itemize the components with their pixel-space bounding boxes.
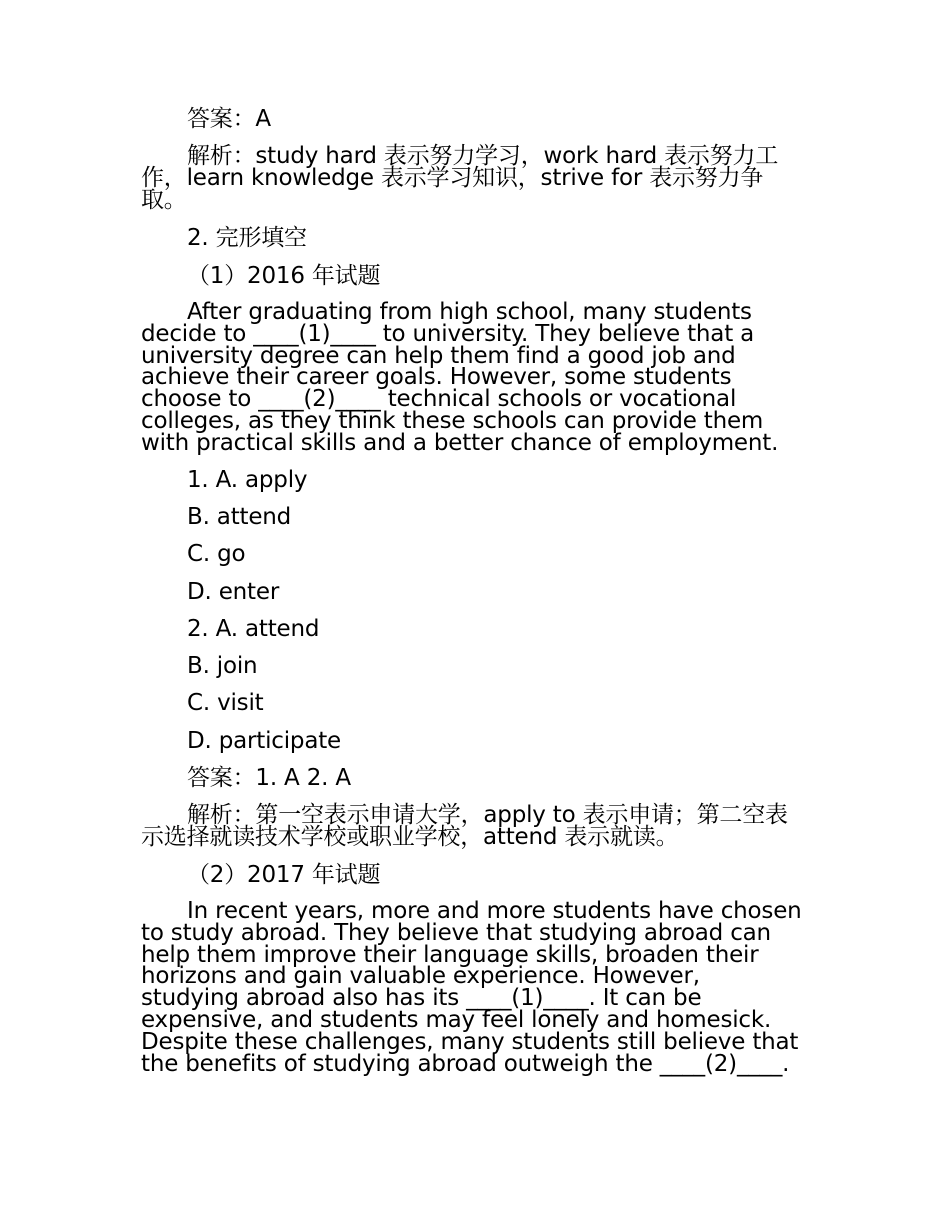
option-2c: C. visit <box>187 690 264 716</box>
option-1c: C. go <box>187 541 246 567</box>
option-1d: D. enter <box>187 579 280 605</box>
answer-1: 答案：A <box>187 106 271 132</box>
section-heading-cloze: 2. 完形填空 <box>187 225 307 251</box>
explanation-1: 解析：study hard 表示努力学习，work hard 表示努力工作，learn knowledge 表示学习知识，strive for 表示努力争取。 <box>141 143 779 213</box>
option-2d: D. participate <box>187 728 341 754</box>
option-1b: B. attend <box>187 504 292 530</box>
subheading-2016: （1）2016 年试题 <box>187 263 381 289</box>
option-1a: 1. A. apply <box>187 467 308 493</box>
option-2b: B. join <box>187 653 258 679</box>
passage-2016: After graduating from high school, many students decide to ____(1)____ to university. They believe that a university degree can help them find a good job and achieve their career goals. However, some students choose to ____(2)____ technical schools or vocational colleges, as they think these schools can provide them with practical skills and a better chance of employment. <box>141 299 779 456</box>
answer-2016: 答案：1. A 2. A <box>187 765 351 791</box>
option-2a: 2. A. attend <box>187 616 320 642</box>
explanation-2016: 解析：第一空表示申请大学，apply to 表示申请；第二空表示选择就读技术学校或职业学校，attend 表示就读。 <box>141 802 788 850</box>
passage-2017: In recent years, more and more students have chosen to study abroad. They believe that studying abroad can help them improve their language skills, broaden their horizons and gain valuable experience. However, studying abroad also has its ____(1)____. It can be expensive, and students may feel lonely and homesick. Despite these challenges, many students still believe that the benefits of studying abroad outweigh the ____(2)____. <box>141 898 802 1077</box>
subheading-2017: （2）2017 年试题 <box>187 862 381 888</box>
